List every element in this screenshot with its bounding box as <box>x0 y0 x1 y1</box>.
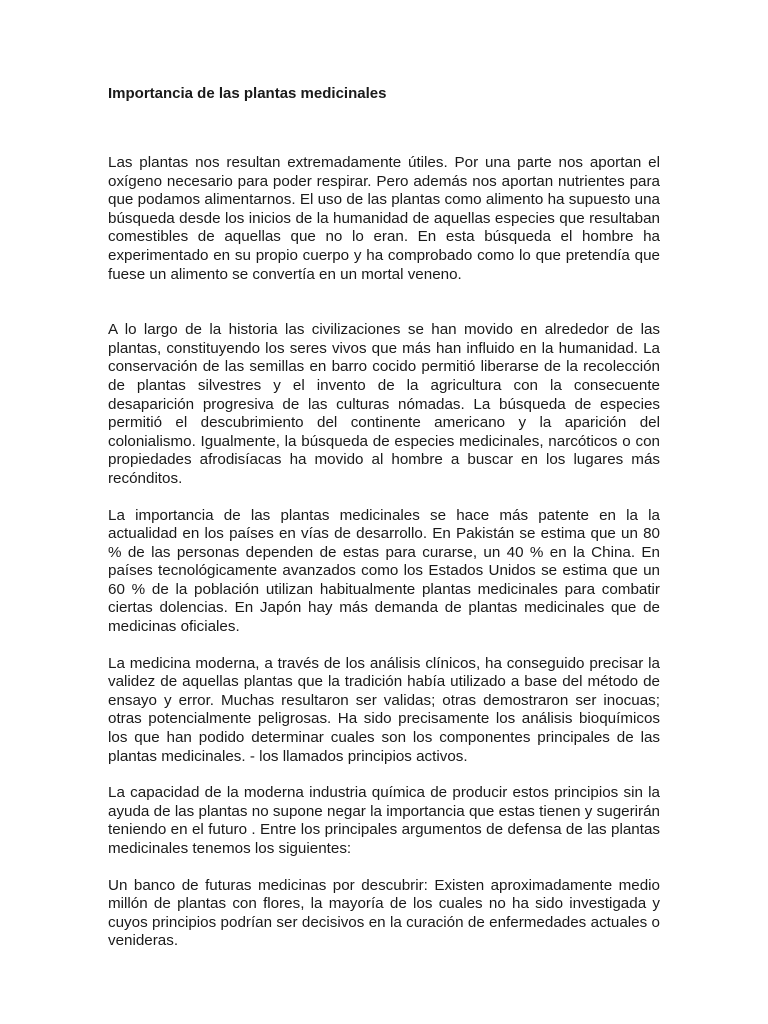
document-title: Importancia de las plantas medicinales <box>108 85 387 102</box>
paragraph-importance: La importancia de las plantas medicinales se hace más patente en la la actualidad en los países en vías de desarrollo. En Pakistán se estima que un 80 % de las personas dependen de estas para curarse, un 40 % en la China. En países tecnológicamente avanzados como los Estados Unidos se estima que un 60 % de la población utilizan habitualmente plantas medicinales para combatir ciertas dolencias. En Japón hay más demanda de plantas medicinales que de medicinas oficiales. <box>108 506 660 636</box>
spacer <box>108 489 660 507</box>
paragraph-plant-usefulness: Las plantas nos resultan extremadamente útiles. Por una parte nos aportan el oxígeno necesario para poder respirar. Pero además nos aportan nutrientes para que podamos alimentarnos. El uso de las plantas como alimento ha supuesto una búsqueda desde los inicios de la humanidad de aquellas especies que resultaban comestibles de aquellas que no lo eran. En esta búsqueda el hombre ha experimentado en su propio cuerpo y ha comprobado como lo que pretendía que fuese un alimento se convertía en un mortal veneno. <box>108 154 660 283</box>
paragraph-modern-medicine: La medicina moderna, a través de los análisis clínicos, ha conseguido precisar la validez de aquellas plantas que la tradición había utilizado a base del método de ensayo y error. Muchas resultaron ser validas; otras demostraron ser inocuas; otras potencialmente peligrosas. Ha sido precisamente los análisis bioquímicos los que han podido determinar cuales son los componentes principales de las plantas medicinales. - los llamados principios activos. <box>108 654 660 765</box>
spacer <box>108 637 660 655</box>
spacer <box>108 766 660 784</box>
paragraph-chemical-industry: La capacidad de la moderna industria química de producir estos principios sin la ayuda de las plantas no supone negar la importancia que estas tienen y sugerirán teniendo en el futuro . Entre los principales argumentos de defensa de las plantas medicinales tenemos los siguientes: <box>108 784 660 857</box>
document-body <box>108 84 660 951</box>
paragraph-medicine-bank: Un banco de futuras medicinas por descubrir: Existen aproximadamente medio millón de plantas con flores, la mayoría de los cuales no ha sido investigada y cuyos principios podrían ser decisivos en la curación de enfermedades actuales o venideras. <box>108 876 660 950</box>
spacer <box>108 859 660 877</box>
spacer <box>108 284 660 321</box>
paragraph-history: A lo largo de la historia las civilizaciones se han movido en alrededor de las plantas, constituyendo los seres vivos que más han influido en la humanidad. La conservación de las semillas en barro cocido permitió liberarse de la recolección de plantas silvestres y el invento de la agricultura con la consecuente desaparición progresiva de las culturas nómadas. La búsqueda de especies permitió el descubrimiento del continente americano y la aparición del colonialismo. Igualmente, la búsqueda de especies medicinales, narcóticos o con propiedades afrodisíacas ha movido al hombre a buscar en los lugares más recónditos. <box>108 321 660 487</box>
spacer <box>108 104 660 154</box>
